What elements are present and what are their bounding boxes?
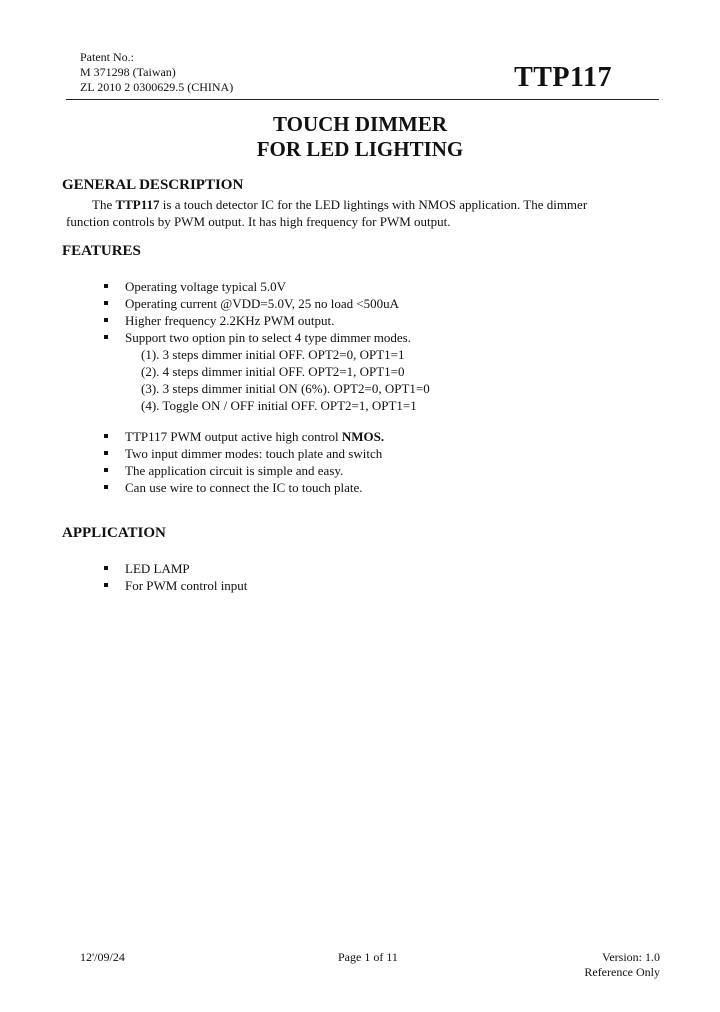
list-item [104, 312, 430, 329]
description-part-number: TTP117 [115, 197, 160, 212]
footer-page-number: Page 1 of 11 [338, 950, 398, 964]
application-list [104, 560, 247, 594]
footer-reference: Reference Only [584, 965, 660, 979]
mode-text: (3). 3 steps dimmer initial ON (6%). OPT2=0, OPT1=0 [141, 381, 430, 396]
list-item-text: The application circuit is simple and easy. [125, 463, 344, 478]
footer-version: Version: 1.0 [602, 950, 660, 964]
mode-text: (4). Toggle ON / OFF initial OFF. OPT2=1, OPT1=1 [141, 398, 417, 413]
features-list-2 [104, 428, 384, 496]
bullet-icon [104, 284, 108, 288]
bullet-icon [104, 566, 108, 570]
list-item [104, 462, 384, 479]
mode-text: (2). 4 steps dimmer initial OFF. OPT2=1, OPT1=0 [141, 364, 405, 379]
mode-item [104, 346, 430, 363]
patent-taiwan: M 371298 (Taiwan) [80, 65, 176, 79]
list-item-text: Support two option pin to select 4 type dimmer modes. [125, 330, 411, 345]
list-item [104, 295, 430, 312]
features-heading: FEATURES [62, 243, 141, 259]
nmos-bold-text: NMOS. [341, 429, 385, 444]
list-item-text: LED LAMP [125, 561, 190, 576]
list-item [104, 560, 247, 577]
document-title [0, 112, 720, 162]
list-item [104, 479, 384, 496]
bullet-icon [104, 434, 108, 438]
mode-item [104, 397, 430, 414]
list-item-text: Two input dimmer modes: touch plate and switch [125, 446, 383, 461]
bullet-icon [104, 318, 108, 322]
bullet-icon [104, 301, 108, 305]
list-item-text: TTP117 PWM output active high control [125, 429, 342, 444]
header-divider [66, 99, 659, 100]
mode-item [104, 380, 430, 397]
bullet-icon [104, 583, 108, 587]
list-item-text: Operating voltage typical 5.0V [125, 279, 287, 294]
description-line-1 [66, 196, 666, 213]
description-text: The [92, 197, 116, 212]
features-list-1 [104, 278, 430, 414]
list-item [104, 577, 247, 594]
title-line-2: FOR LED LIGHTING [256, 137, 464, 161]
bullet-icon [104, 468, 108, 472]
list-item [104, 278, 430, 295]
mode-item [104, 363, 430, 380]
mode-text: (1). 3 steps dimmer initial OFF. OPT2=0, OPT1=1 [141, 347, 405, 362]
list-item [104, 329, 430, 346]
patent-china: ZL 2010 2 0300629.5 (CHINA) [80, 80, 234, 94]
bullet-icon [104, 451, 108, 455]
list-item-text: Higher frequency 2.2KHz PWM output. [125, 313, 335, 328]
list-item [104, 428, 384, 445]
bullet-icon [104, 335, 108, 339]
general-description-heading: GENERAL DESCRIPTION [62, 177, 244, 193]
patent-info [80, 50, 233, 95]
list-item [104, 445, 384, 462]
footer-version-block [584, 950, 660, 980]
description-line-2: function controls by PWM output. It has high frequency for PWM output. [66, 214, 451, 229]
title-line-1: TOUCH DIMMER [272, 112, 448, 136]
patent-label: Patent No.: [80, 50, 134, 64]
list-item-text: Operating current @VDD=5.0V, 25 no load <500uA [125, 296, 400, 311]
general-description-text [66, 196, 666, 230]
list-item-text: For PWM control input [125, 578, 248, 593]
application-heading: APPLICATION [62, 525, 166, 541]
footer-date: 12'/09/24 [80, 950, 125, 964]
description-text: is a touch detector IC for the LED lightings with NMOS application. The dimmer [159, 197, 588, 212]
list-item-text: Can use wire to connect the IC to touch plate. [125, 480, 363, 495]
bullet-icon [104, 485, 108, 489]
part-number: TTP117 [514, 62, 612, 93]
